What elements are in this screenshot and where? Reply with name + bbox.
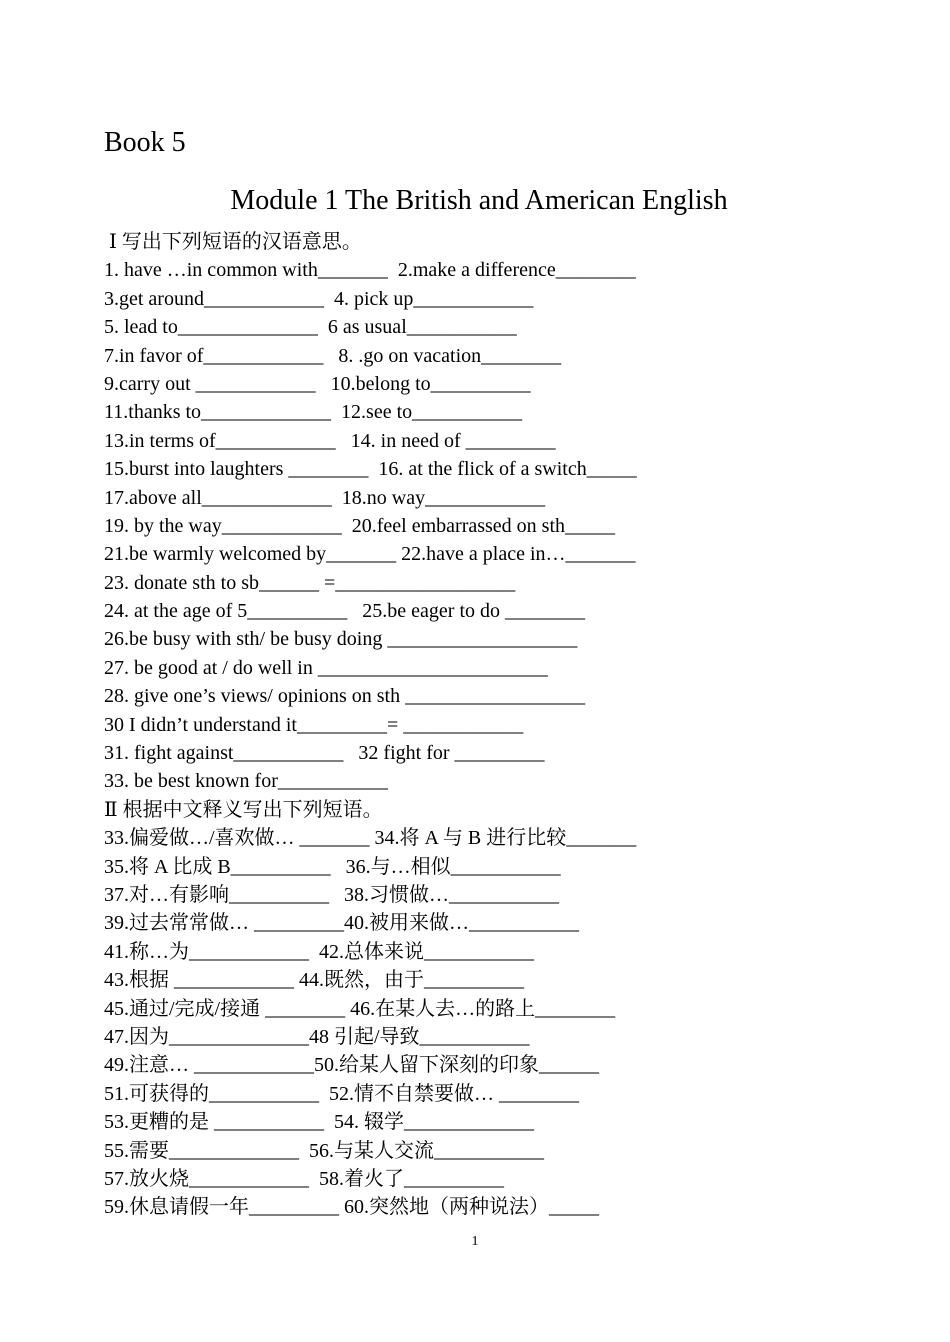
exercise-line: 41.称…为____________ 42.总体来说___________ (104, 940, 534, 963)
page-number: 1 (471, 1234, 479, 1249)
exercise-line: 33.偏爱做…/喜欢做… _______ 34.将 A 与 B 进行比较_______ (104, 827, 637, 850)
exercise-line: 24. at the age of 5__________ 25.be eager to do ________ (104, 600, 586, 623)
exercise-line: 5. lead to______________ 6 as usual___________ (104, 316, 517, 339)
exercise-line: 35.将 A 比成 B__________ 36.与…相似___________ (104, 855, 561, 878)
book-heading: Book 5 (104, 127, 186, 158)
exercise-line: 17.above all_____________ 18.no way____________ (104, 486, 546, 509)
exercise-line: 43.根据 ____________ 44.既然，由于__________ (104, 969, 524, 992)
exercise-line: 55.需要_____________ 56.与某人交流___________ (104, 1139, 544, 1162)
exercise-line: 27. be good at / do well in _______________________ (104, 656, 548, 679)
exercise-line: 47.因为______________48 引起/导致___________ (104, 1025, 530, 1048)
exercise-line: 23. donate sth to sb______ =__________________ (104, 571, 516, 594)
exercise-line: 37.对…有影响__________ 38.习惯做…___________ (104, 883, 559, 906)
exercise-line: 3.get around____________ 4. pick up____________ (104, 287, 534, 310)
exercise-line: Ⅰ 写出下列短语的汉语意思。 (104, 231, 362, 253)
exercise-line: 30 I didn’t understand it_________= ____________ (104, 713, 524, 736)
exercise-line: 26.be busy with sth/ be busy doing ___________________ (104, 628, 578, 651)
exercise-line: 45.通过/完成/接通 ________ 46.在某人去…的路上________ (104, 997, 616, 1020)
exercise-line: 15.burst into laughters ________ 16. at the flick of a switch_____ (104, 458, 637, 481)
exercise-line: 51.可获得的___________ 52.情不自禁要做… ________ (104, 1082, 579, 1105)
exercise-line: 11.thanks to_____________ 12.see to___________ (104, 401, 523, 424)
exercise-line: 19. by the way____________ 20.feel embarrassed on sth_____ (104, 514, 616, 537)
exercise-line: 57.放火烧____________ 58.着火了__________ (104, 1167, 504, 1190)
exercise-line: 49.注意… ____________50.给某人留下深刻的印象______ (104, 1054, 599, 1077)
exercise-line: 53.更糟的是 ___________ 54. 辍学_____________ (104, 1111, 534, 1134)
exercise-list (104, 228, 904, 1222)
exercise-line: Ⅱ 根据中文释义写出下列短语。 (104, 798, 383, 821)
exercise-line: 59.休息请假一年_________ 60.突然地（两种说法）_____ (104, 1196, 599, 1219)
module-title: Module 1 The British and American English (230, 185, 728, 216)
exercise-line: 39.过去常常做… _________40.被用来做…___________ (104, 912, 579, 935)
exercise-line: 28. give one’s views/ opinions on sth __________________ (104, 685, 586, 708)
exercise-line: 13.in terms of____________ 14. in need of _________ (104, 429, 556, 452)
exercise-line: 9.carry out ____________ 10.belong to__________ (104, 372, 531, 395)
exercise-line: 31. fight against___________ 32 fight for _________ (104, 742, 545, 765)
exercise-line: 21.be warmly welcomed by_______ 22.have a place in…_______ (104, 543, 636, 566)
exercise-line: 1. have …in common with_______ 2.make a difference________ (104, 259, 636, 282)
exercise-line: 33. be best known for___________ (104, 770, 388, 793)
exercise-line: 7.in favor of____________ 8. .go on vacation________ (104, 344, 562, 367)
